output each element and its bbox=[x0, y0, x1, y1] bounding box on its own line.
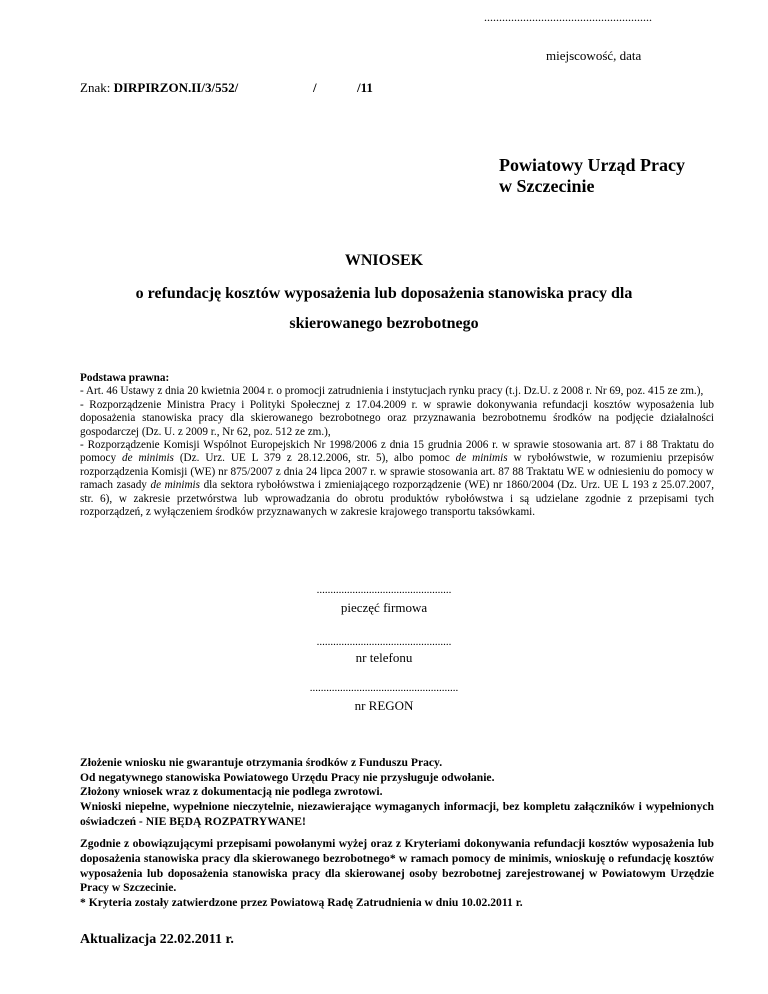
recipient-line-2: w Szczecinie bbox=[499, 176, 595, 196]
warning-line-4: Wnioski niepełne, wypełnione nieczytelnie, niezawierające wymaganych informacji, bez kompletu załączników i wypełnionych oświadczeń - NIE BĘDĄ ROZPATRYWANE! bbox=[80, 800, 714, 828]
document-title: WNIOSEK bbox=[344, 252, 424, 269]
legal-basis-item-1: - Art. 46 Ustawy z dnia 20 kwietnia 2004 r. o promocji zatrudnienia i instytucjach rynku pracy (t.j. Dz.U. z 2008 r. Nr 69, poz. 415 ze zm.), bbox=[80, 385, 704, 398]
place-date-label: miejscowość, data bbox=[546, 48, 642, 63]
document-subtitle-line-1: o refundację kosztów wyposażenia lub doposażenia stanowiska pracy dla bbox=[135, 285, 633, 302]
reference-year: /11 bbox=[357, 80, 373, 95]
stamp-label: pieczęć firmowa bbox=[340, 600, 428, 615]
reference-prefix: Znak: bbox=[80, 80, 114, 95]
reference-slash: / bbox=[313, 80, 317, 95]
legal-basis-item-2: - Rozporządzenie Ministra Pracy i Polityki Społecznej z 17.04.2009 r. w sprawie dokonywania refundacji kosztów wyposażenia lub doposażenia stanowiska pracy dla skierowanego bezrobotnego oraz przyznawania bezrobotnemu środków na podjęcie działalności gospodarczej (Dz. U. z 2009 r., Nr 62, poz. 512 ze zm.), bbox=[80, 398, 714, 438]
consent-statement bbox=[80, 837, 714, 911]
consent-paragraph: Zgodnie z obowiązującymi przepisami powołanymi wyżej oraz z Kryteriami dokonywania refundacji kosztów wyposażenia lub doposażenia stanowiska pracy dla skierowanego bezrobotnego* w ramach pomocy de minimis, wnioskuję o refundację kosztów wyposażenia lub doposażenia stanowiska pracy dla skierowanej osoby bezrobotnej zarejestrowanej w Powiatowym Urzędzie Pracy w Szczecinie. bbox=[80, 837, 714, 895]
phone-field bbox=[0, 636, 768, 666]
legal-basis bbox=[80, 372, 714, 519]
consent-footnote: * Kryteria zostały zatwierdzone przez Powiatową Radę Zatrudnienia w dniu 10.02.2011 r. bbox=[80, 896, 523, 910]
phone-dots: ................................................. bbox=[316, 636, 452, 648]
legal-basis-item-3: - Rozporządzenie Komisji Wspólnot Europejskich Nr 1998/2006 z dnia 15 grudnia 2006 r. w sprawie stosowania art. 87 i 88 Traktatu do pomocy de minimis (Dz. Urz. UE L 379 z 28.12.2006, str. 5), albo pomoc de minimis w rybołówstwie, w rozumieniu przepisów rozporządzenia Komisji (WE) nr 875/2007 z dnia 24 lipca 2007 r. w sprawie stosowania art. 87 88 Traktatu WE w odniesieniu do pomocy w ramach zasady de minimis dla sektora rybołówstwa i zmieniającego rozporządzenie (WE) nr 1860/2004 (Dz. Urz. UE L 193 z 25.07.2007, str. 6), w zakresie przetwórstwa lub wprowadzania do obrotu produktów rybołówstwa i są udzielane zgodnie z przepisami tych rozporządzeń, z wyłączeniem środków przyznawanych w zakresie krajowego transportu taksówkami. bbox=[80, 439, 714, 519]
update-date: Aktualizacja 22.02.2011 r. bbox=[80, 932, 234, 947]
reference-number bbox=[80, 80, 238, 96]
regon-label: nr REGON bbox=[354, 698, 414, 713]
phone-label: nr telefonu bbox=[355, 650, 413, 665]
regon-field bbox=[0, 682, 768, 714]
warnings bbox=[80, 756, 714, 830]
reference-code: DIRPIRZON.II/3/552/ bbox=[113, 80, 239, 95]
legal-basis-heading: Podstawa prawna: bbox=[80, 372, 170, 384]
warning-line-3: Złożony wniosek wraz z dokumentacją nie podlega zwrotowi. bbox=[80, 785, 383, 799]
document-subtitle-line-2: skierowanego bezrobotnego bbox=[289, 315, 479, 332]
stamp-dots: ................................................. bbox=[316, 584, 452, 596]
company-stamp-field bbox=[0, 584, 768, 616]
warning-line-1: Złożenie wniosku nie gwarantuje otrzymania środków z Funduszu Pracy. bbox=[80, 756, 443, 769]
recipient-office bbox=[499, 155, 685, 197]
date-dots-line: ........................................................ bbox=[484, 10, 652, 24]
recipient-line-1: Powiatowy Urząd Pracy bbox=[499, 155, 685, 175]
regon-dots: ...................................................... bbox=[309, 682, 459, 694]
warning-line-2: Od negatywnego stanowiska Powiatowego Urzędu Pracy nie przysługuje odwołanie. bbox=[80, 770, 495, 784]
